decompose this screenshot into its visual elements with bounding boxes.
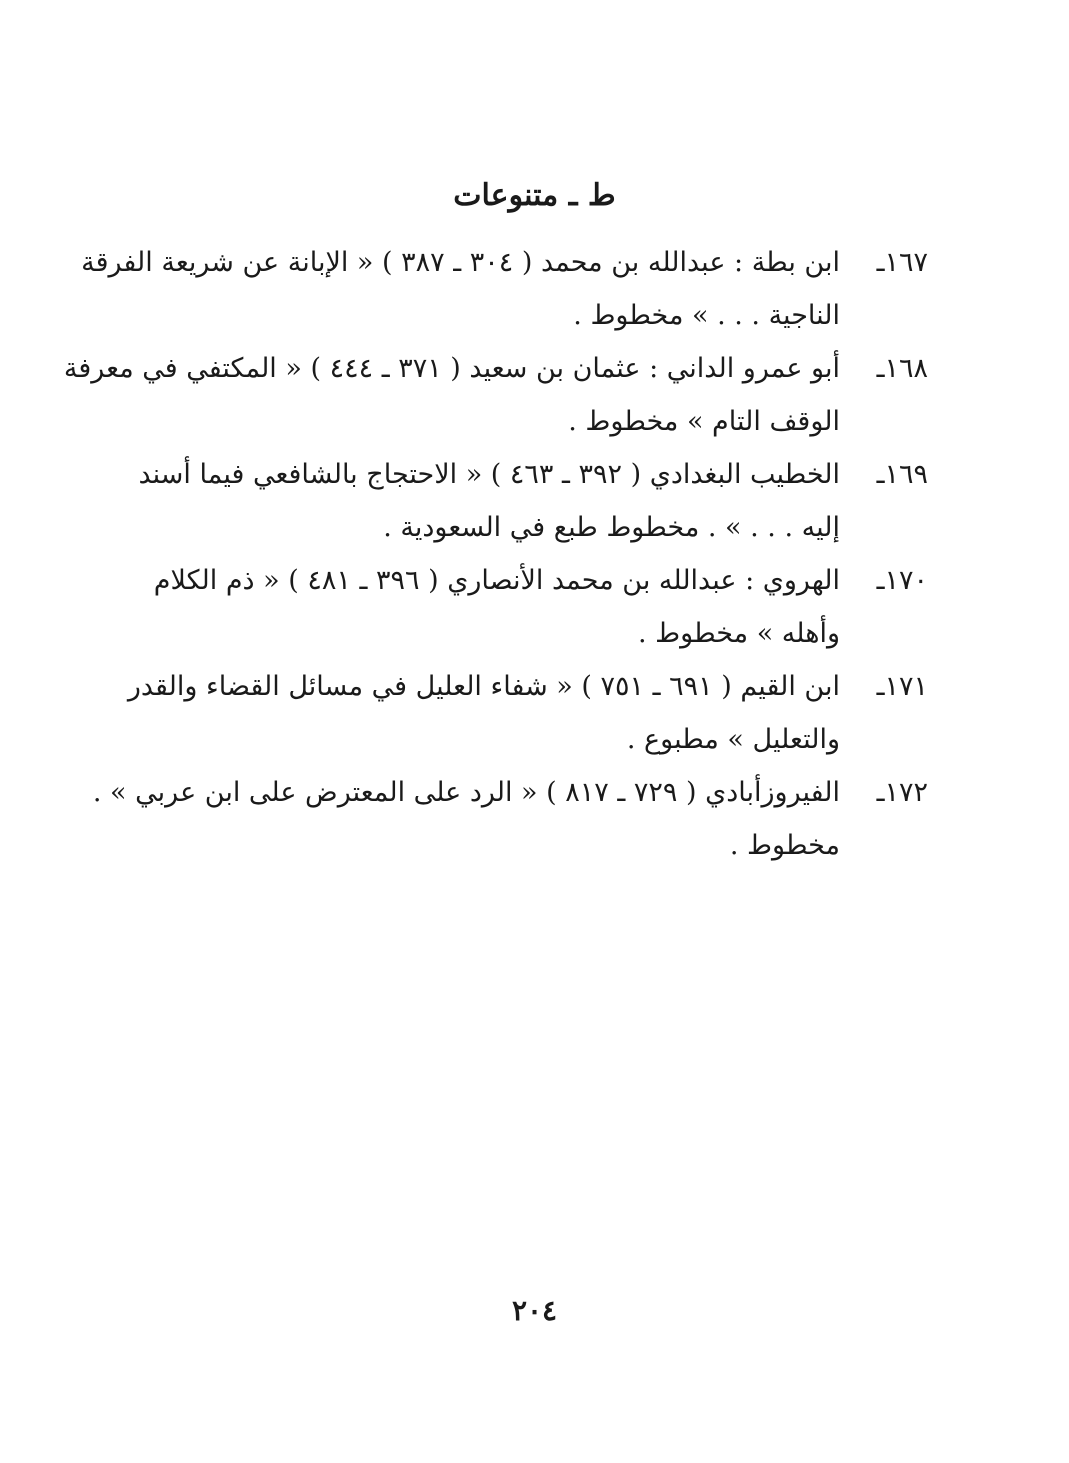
entry-text bbox=[63, 342, 840, 448]
entry-number: ١٧٠ـ bbox=[876, 565, 928, 596]
entry-line: ابن بطة : عبدالله بن محمد ( ٣٠٤ ـ ٣٨٧ ) « الإبانة عن شريعة الفرقة bbox=[81, 247, 840, 278]
list-item bbox=[92, 766, 928, 872]
entry-line: ابن القيم ( ٦٩١ ـ ٧٥١ ) « شفاء العليل في مسائل القضاء والقدر bbox=[127, 671, 840, 702]
entry-line: إليه . . . » . مخطوط طبع في السعودية . bbox=[383, 512, 840, 543]
page-number: ٢٠٤ bbox=[511, 1294, 558, 1327]
entry-text bbox=[153, 554, 840, 660]
entry-line: والتعليل » مطبوع . bbox=[626, 724, 840, 755]
entry-text bbox=[92, 766, 840, 872]
list-item bbox=[81, 236, 928, 342]
list-item bbox=[63, 342, 928, 448]
entry-line: الهروي : عبدالله بن محمد الأنصاري ( ٣٩٦ ـ ٤٨١ ) « ذم الكلام bbox=[153, 565, 840, 596]
entry-number: ١٦٨ـ bbox=[876, 353, 928, 384]
list-item bbox=[127, 660, 928, 766]
entry-line: الناجية . . . » مخطوط . bbox=[573, 300, 840, 331]
list-item bbox=[153, 554, 928, 660]
entry-line: وأهله » مخطوط . bbox=[638, 618, 840, 649]
entry-line: الوقف التام » مخطوط . bbox=[568, 406, 840, 437]
entry-text bbox=[138, 448, 840, 554]
entry-line: مخطوط . bbox=[729, 830, 840, 861]
section-title: ط ـ متنوعات bbox=[453, 178, 616, 213]
entry-line: الخطيب البغدادي ( ٣٩٢ ـ ٤٦٣ ) « الاحتجاج بالشافعي فيما أسند bbox=[138, 459, 840, 490]
entries-list bbox=[63, 236, 928, 872]
entry-number: ١٦٩ـ bbox=[876, 459, 928, 490]
entry-text bbox=[81, 236, 840, 342]
entry-text bbox=[127, 660, 840, 766]
entry-number: ١٧٢ـ bbox=[876, 777, 928, 808]
entry-number: ١٧١ـ bbox=[876, 671, 928, 702]
entry-line: الفيروزأبادي ( ٧٢٩ ـ ٨١٧ ) « الرد على المعترض على ابن عربي » . bbox=[92, 777, 840, 808]
entry-number: ١٦٧ـ bbox=[876, 247, 928, 278]
list-item bbox=[138, 448, 928, 554]
entry-line: أبو عمرو الداني : عثمان بن سعيد ( ٣٧١ ـ ٤٤٤ ) « المكتفي في معرفة bbox=[63, 353, 840, 384]
